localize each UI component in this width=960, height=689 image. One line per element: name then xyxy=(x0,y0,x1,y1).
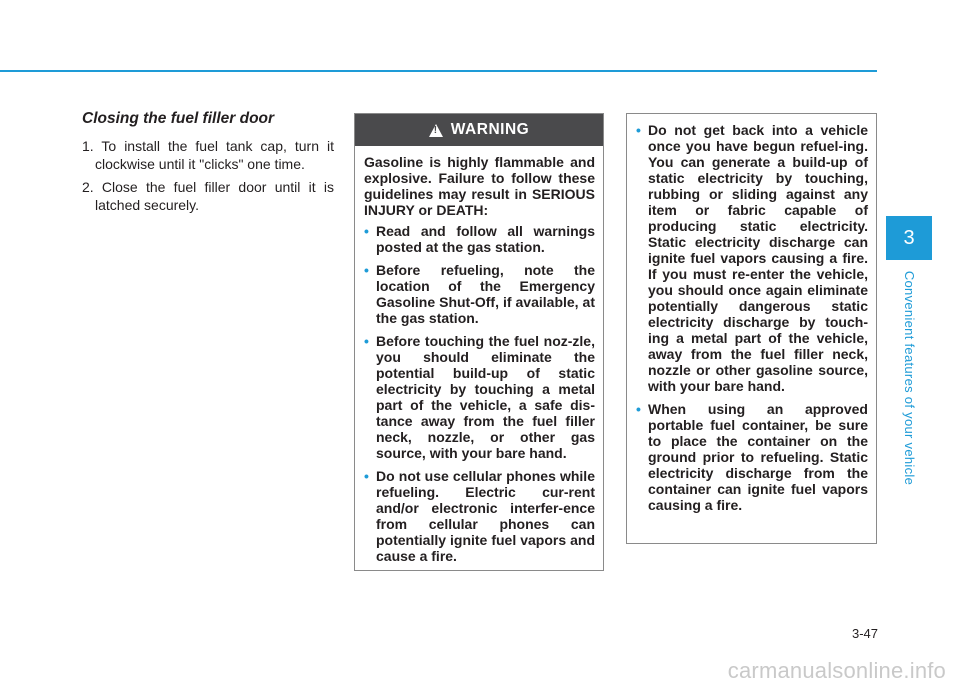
step-item: 2. Close the fuel filler door until it is latched securely. xyxy=(82,179,334,213)
warning-bullet: • Read and follow all warnings posted at the gas station. xyxy=(364,223,595,255)
warning-bullet: • When using an approved portable fuel container, be sure to place the container on the ground prior to refueling. Static electricity discharge from the container can ignite fuel vapors causing a fire. xyxy=(636,401,868,513)
top-rule xyxy=(0,70,877,72)
warning-bullet: • Before touching the fuel noz-zle, you should eliminate the potential build-up of static electricity by touching a metal part of the vehicle, a safe dis-tance away from the fuel filler neck, nozzle, or other gas source, with your bare hand. xyxy=(364,333,595,461)
warning-triangle-icon xyxy=(429,124,443,137)
warning-body xyxy=(355,146,603,564)
watermark: carmanualsonline.info xyxy=(727,658,946,683)
warning-header xyxy=(355,114,603,146)
warning-intro: Gasoline is highly flammable and explosive. Failure to follow these guidelines may result in SERIOUS INJURY or DEATH: xyxy=(364,154,595,218)
chapter-tab: 3 xyxy=(886,216,932,260)
section-title: Closing the fuel filler door xyxy=(82,110,275,127)
warning-bullet: • Do not use cellular phones while refueling. Electric cur-rent and/or electronic interfer-ence from cellular phones can potentially ignite fuel vapors and cause a fire. xyxy=(364,468,595,564)
warning-bullet: • Do not get back into a vehicle once you have begun refuel-ing. You can generate a build-up of static electricity by touching, rubbing or sliding against any item or fabric capable of producing static electricity. Static electricity discharge can ignite fuel vapors causing a fire. If you must re-enter the vehicle, you should once again eliminate potentially dangerous static electricity discharge by touch-ing a metal part of the vehicle, away from the fuel filler neck, nozzle or other gasoline source, with your bare hand. xyxy=(636,122,868,394)
page-number: 3-47 xyxy=(851,626,878,641)
chapter-title: Convenient features of your vehicle xyxy=(902,270,917,486)
warning-bullets xyxy=(364,223,595,564)
warning-box xyxy=(354,113,604,571)
step-item: 1. To install the fuel tank cap, turn it clockwise until it "clicks" one time. xyxy=(82,138,334,172)
steps-list xyxy=(82,137,334,214)
warning-continued-bullets xyxy=(636,122,868,513)
warning-continued-box xyxy=(626,113,877,544)
warning-title: WARNING xyxy=(450,121,530,138)
left-column xyxy=(82,110,334,219)
warning-bullet: • Before refueling, note the location of the Emergency Gasoline Shut-Off, if available, at the gas station. xyxy=(364,262,595,326)
